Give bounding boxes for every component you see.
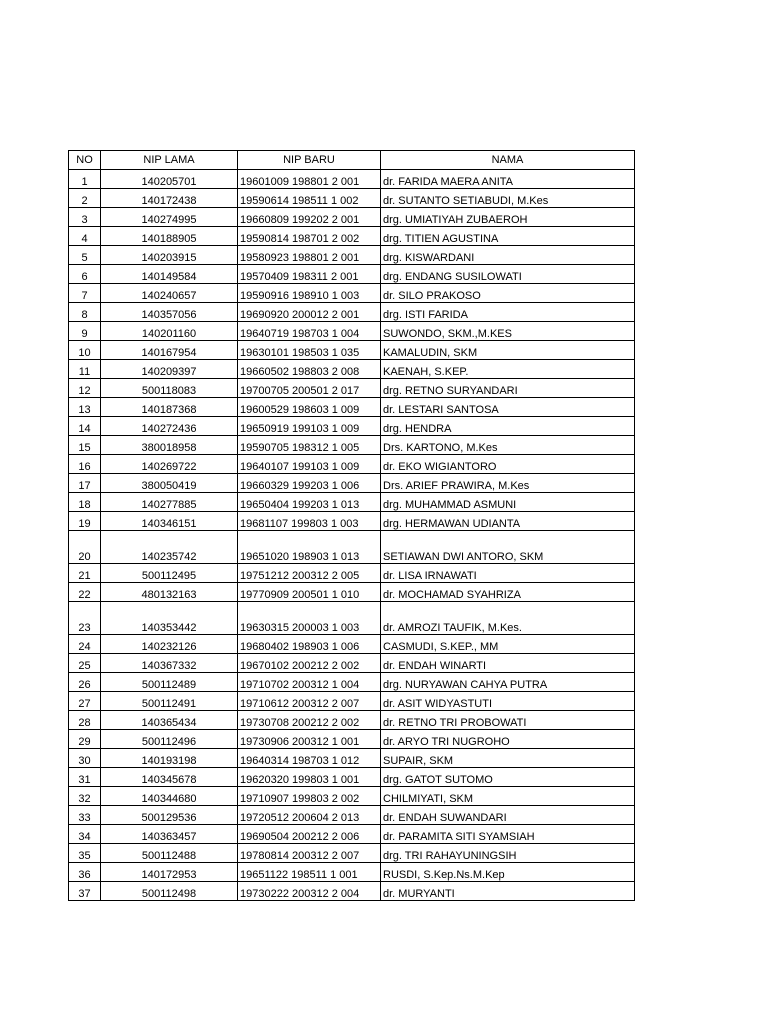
cell-nip-baru: 19650919 199103 1 009 <box>238 417 381 436</box>
cell-nama: dr. SUTANTO SETIABUDI, M.Kes <box>381 189 635 208</box>
table-row <box>69 825 635 844</box>
cell-no: 9 <box>69 322 101 341</box>
cell-nama: SETIAWAN DWI ANTORO, SKM <box>381 531 635 564</box>
cell-nip-lama: 500112495 <box>101 564 238 583</box>
table-row <box>69 170 635 189</box>
cell-nip-lama: 140344680 <box>101 787 238 806</box>
header-nip-lama: NIP LAMA <box>101 151 238 170</box>
cell-nama: dr. FARIDA MAERA ANITA <box>381 170 635 189</box>
cell-no: 33 <box>69 806 101 825</box>
cell-no: 37 <box>69 882 101 901</box>
cell-nama: drg. ENDANG SUSILOWATI <box>381 265 635 284</box>
cell-no: 3 <box>69 208 101 227</box>
cell-nip-baru: 19590614 198511 1 002 <box>238 189 381 208</box>
cell-nama: CASMUDI, S.KEP., MM <box>381 635 635 654</box>
cell-nip-lama: 140209397 <box>101 360 238 379</box>
table-row <box>69 474 635 493</box>
cell-no: 25 <box>69 654 101 673</box>
cell-no: 31 <box>69 768 101 787</box>
cell-nip-lama: 140167954 <box>101 341 238 360</box>
cell-no: 13 <box>69 398 101 417</box>
cell-nama: dr. MOCHAMAD SYAHRIZA <box>381 583 635 602</box>
cell-nama: dr. ARYO TRI NUGROHO <box>381 730 635 749</box>
cell-nip-baru: 19780814 200312 2 007 <box>238 844 381 863</box>
cell-nip-baru: 19730708 200212 2 002 <box>238 711 381 730</box>
cell-nip-baru: 19640314 198703 1 012 <box>238 749 381 768</box>
table-row <box>69 730 635 749</box>
table-body <box>69 170 635 901</box>
cell-nip-baru: 19650404 199203 1 013 <box>238 493 381 512</box>
cell-nip-lama: 140193198 <box>101 749 238 768</box>
cell-nama: drg. HERMAWAN UDIANTA <box>381 512 635 531</box>
table-row <box>69 844 635 863</box>
cell-nama: dr. ASIT WIDYASTUTI <box>381 692 635 711</box>
cell-no: 14 <box>69 417 101 436</box>
cell-no: 10 <box>69 341 101 360</box>
cell-nama: CHILMIYATI, SKM <box>381 787 635 806</box>
cell-nama: dr. MURYANTI <box>381 882 635 901</box>
cell-nip-lama: 140172438 <box>101 189 238 208</box>
cell-nip-lama: 500112498 <box>101 882 238 901</box>
cell-no: 17 <box>69 474 101 493</box>
cell-nama: drg. RETNO SURYANDARI <box>381 379 635 398</box>
header-row <box>69 151 635 170</box>
table-row <box>69 583 635 602</box>
table-row <box>69 531 635 564</box>
cell-nip-baru: 19680402 198903 1 006 <box>238 635 381 654</box>
cell-nama: KAMALUDIN, SKM <box>381 341 635 360</box>
cell-nip-lama: 140345678 <box>101 768 238 787</box>
cell-nip-baru: 19730906 200312 1 001 <box>238 730 381 749</box>
table-row <box>69 284 635 303</box>
cell-nip-lama: 140277885 <box>101 493 238 512</box>
cell-nip-lama: 140149584 <box>101 265 238 284</box>
table-row <box>69 208 635 227</box>
cell-nama: dr. ENDAH WINARTI <box>381 654 635 673</box>
cell-nama: drg. HENDRA <box>381 417 635 436</box>
cell-nip-lama: 500112496 <box>101 730 238 749</box>
cell-no: 22 <box>69 583 101 602</box>
table-row <box>69 379 635 398</box>
cell-no: 4 <box>69 227 101 246</box>
cell-nip-baru: 19630101 198503 1 035 <box>238 341 381 360</box>
table-row <box>69 322 635 341</box>
cell-nip-lama: 140201160 <box>101 322 238 341</box>
cell-nama: drg. TITIEN AGUSTINA <box>381 227 635 246</box>
employee-table <box>68 150 635 901</box>
cell-nip-lama: 380050419 <box>101 474 238 493</box>
table-row <box>69 806 635 825</box>
table-row <box>69 654 635 673</box>
table-row <box>69 417 635 436</box>
table-row <box>69 265 635 284</box>
cell-nip-lama: 140272436 <box>101 417 238 436</box>
table-header <box>69 151 635 170</box>
table-row <box>69 749 635 768</box>
cell-nip-baru: 19590814 198701 2 002 <box>238 227 381 246</box>
cell-nip-baru: 19720512 200604 2 013 <box>238 806 381 825</box>
cell-no: 34 <box>69 825 101 844</box>
cell-no: 28 <box>69 711 101 730</box>
cell-nip-lama: 500112488 <box>101 844 238 863</box>
table-row <box>69 455 635 474</box>
cell-nip-lama: 140240657 <box>101 284 238 303</box>
cell-no: 11 <box>69 360 101 379</box>
cell-nip-baru: 19601009 198801 2 001 <box>238 170 381 189</box>
cell-nip-baru: 19630315 200003 1 003 <box>238 602 381 635</box>
table-row <box>69 692 635 711</box>
cell-no: 19 <box>69 512 101 531</box>
cell-nip-baru: 19660809 199202 2 001 <box>238 208 381 227</box>
table-row <box>69 189 635 208</box>
cell-nip-lama: 140353442 <box>101 602 238 635</box>
cell-nip-lama: 140187368 <box>101 398 238 417</box>
cell-nama: drg. GATOT SUTOMO <box>381 768 635 787</box>
table-row <box>69 768 635 787</box>
cell-no: 30 <box>69 749 101 768</box>
cell-nip-lama: 500129536 <box>101 806 238 825</box>
cell-nama: dr. LESTARI SANTOSA <box>381 398 635 417</box>
cell-nip-lama: 140188905 <box>101 227 238 246</box>
cell-nip-baru: 19690504 200212 2 006 <box>238 825 381 844</box>
cell-nip-lama: 500118083 <box>101 379 238 398</box>
table-row <box>69 882 635 901</box>
cell-nama: dr. LISA IRNAWATI <box>381 564 635 583</box>
cell-nip-baru: 19640107 199103 1 009 <box>238 455 381 474</box>
cell-nip-lama: 140367332 <box>101 654 238 673</box>
cell-nip-lama: 500112491 <box>101 692 238 711</box>
table-row <box>69 398 635 417</box>
cell-nip-baru: 19710702 200312 1 004 <box>238 673 381 692</box>
cell-no: 23 <box>69 602 101 635</box>
cell-nama: dr. ENDAH SUWANDARI <box>381 806 635 825</box>
cell-nip-baru: 19590916 198910 1 003 <box>238 284 381 303</box>
cell-nama: dr. AMROZI TAUFIK, M.Kes. <box>381 602 635 635</box>
cell-nama: drg. ISTI FARIDA <box>381 303 635 322</box>
cell-nip-baru: 19700705 200501 2 017 <box>238 379 381 398</box>
employee-table-sheet <box>68 150 634 901</box>
cell-nama: drg. MUHAMMAD ASMUNI <box>381 493 635 512</box>
cell-nip-baru: 19640719 198703 1 004 <box>238 322 381 341</box>
cell-nip-baru: 19590705 198312 1 005 <box>238 436 381 455</box>
cell-nama: drg. KISWARDANI <box>381 246 635 265</box>
table-row <box>69 602 635 635</box>
cell-no: 27 <box>69 692 101 711</box>
table-row <box>69 863 635 882</box>
cell-nip-baru: 19600529 198603 1 009 <box>238 398 381 417</box>
cell-nama: Drs. ARIEF PRAWIRA, M.Kes <box>381 474 635 493</box>
table-row <box>69 360 635 379</box>
header-no: NO <box>69 151 101 170</box>
cell-nip-lama: 480132163 <box>101 583 238 602</box>
cell-nip-lama: 140274995 <box>101 208 238 227</box>
cell-nip-lama: 140205701 <box>101 170 238 189</box>
table-row <box>69 341 635 360</box>
table-row <box>69 227 635 246</box>
cell-nip-baru: 19580923 198801 2 001 <box>238 246 381 265</box>
cell-nama: drg. NURYAWAN CAHYA PUTRA <box>381 673 635 692</box>
cell-no: 24 <box>69 635 101 654</box>
cell-no: 36 <box>69 863 101 882</box>
cell-no: 20 <box>69 531 101 564</box>
cell-no: 21 <box>69 564 101 583</box>
cell-nip-lama: 140269722 <box>101 455 238 474</box>
cell-nip-lama: 140232126 <box>101 635 238 654</box>
cell-no: 15 <box>69 436 101 455</box>
cell-no: 5 <box>69 246 101 265</box>
cell-nip-baru: 19660329 199203 1 006 <box>238 474 381 493</box>
cell-no: 26 <box>69 673 101 692</box>
cell-nip-lama: 140365434 <box>101 711 238 730</box>
cell-nip-baru: 19670102 200212 2 002 <box>238 654 381 673</box>
cell-no: 18 <box>69 493 101 512</box>
cell-nip-baru: 19751212 200312 2 005 <box>238 564 381 583</box>
cell-nip-lama: 140172953 <box>101 863 238 882</box>
cell-nama: Drs. KARTONO, M.Kes <box>381 436 635 455</box>
header-nama: NAMA <box>381 151 635 170</box>
cell-nama: RUSDI, S.Kep.Ns.M.Kep <box>381 863 635 882</box>
cell-nip-baru: 19651020 198903 1 013 <box>238 531 381 564</box>
cell-no: 32 <box>69 787 101 806</box>
cell-nama: dr. EKO WIGIANTORO <box>381 455 635 474</box>
cell-nama: dr. PARAMITA SITI SYAMSIAH <box>381 825 635 844</box>
table-row <box>69 246 635 265</box>
cell-nip-lama: 140357056 <box>101 303 238 322</box>
cell-nip-baru: 19651122 198511 1 001 <box>238 863 381 882</box>
cell-nip-baru: 19681107 199803 1 003 <box>238 512 381 531</box>
cell-no: 1 <box>69 170 101 189</box>
cell-nama: KAENAH, S.KEP. <box>381 360 635 379</box>
cell-nip-baru: 19690920 200012 2 001 <box>238 303 381 322</box>
table-row <box>69 493 635 512</box>
cell-nip-baru: 19660502 198803 2 008 <box>238 360 381 379</box>
cell-no: 12 <box>69 379 101 398</box>
table-row <box>69 303 635 322</box>
table-row <box>69 787 635 806</box>
cell-nama: SUPAIR, SKM <box>381 749 635 768</box>
cell-no: 8 <box>69 303 101 322</box>
table-row <box>69 673 635 692</box>
cell-nip-baru: 19770909 200501 1 010 <box>238 583 381 602</box>
cell-nip-lama: 140346151 <box>101 512 238 531</box>
cell-nip-baru: 19710612 200312 2 007 <box>238 692 381 711</box>
cell-nip-baru: 19620320 199803 1 001 <box>238 768 381 787</box>
table-row <box>69 635 635 654</box>
cell-nip-baru: 19730222 200312 2 004 <box>238 882 381 901</box>
cell-no: 29 <box>69 730 101 749</box>
cell-nama: dr. SILO PRAKOSO <box>381 284 635 303</box>
cell-nip-baru: 19710907 199803 2 002 <box>238 787 381 806</box>
cell-nama: dr. RETNO TRI PROBOWATI <box>381 711 635 730</box>
cell-no: 35 <box>69 844 101 863</box>
cell-nip-baru: 19570409 198311 2 001 <box>238 265 381 284</box>
cell-nama: drg. TRI RAHAYUNINGSIH <box>381 844 635 863</box>
cell-nip-lama: 140235742 <box>101 531 238 564</box>
cell-nama: drg. UMIATIYAH ZUBAEROH <box>381 208 635 227</box>
cell-nama: SUWONDO, SKM.,M.KES <box>381 322 635 341</box>
cell-no: 2 <box>69 189 101 208</box>
cell-nip-lama: 140203915 <box>101 246 238 265</box>
table-row <box>69 512 635 531</box>
cell-no: 6 <box>69 265 101 284</box>
table-row <box>69 436 635 455</box>
header-nip-baru: NIP BARU <box>238 151 381 170</box>
cell-nip-lama: 140363457 <box>101 825 238 844</box>
cell-nip-lama: 500112489 <box>101 673 238 692</box>
table-row <box>69 564 635 583</box>
cell-no: 7 <box>69 284 101 303</box>
cell-no: 16 <box>69 455 101 474</box>
table-row <box>69 711 635 730</box>
cell-nip-lama: 380018958 <box>101 436 238 455</box>
